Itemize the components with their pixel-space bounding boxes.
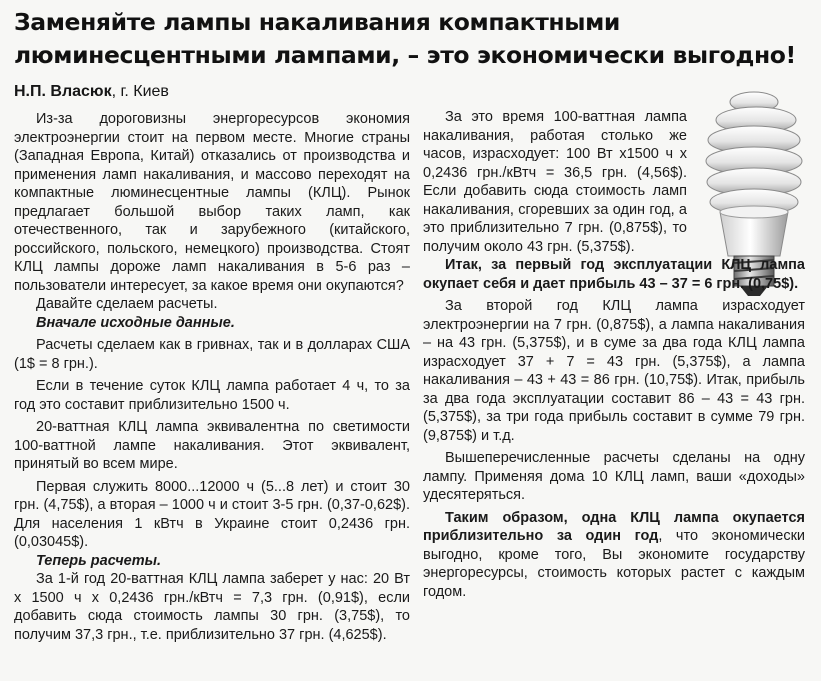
lets-calculate: Давайте сделаем расчеты. [36,296,218,312]
intro-paragraph: Из-за дороговизны энергоресурсов экономия электроэнергии стоит на первом месте. Многие страны (Западная Европа, Китай) отказались от производства и применения ламп накаливания, и массово переходят на компактные люминесцентные лампы (КЛЦ). Рынок предлагает большой выбор таких ламп, как отечественного, так и зарубежного (китайского, российского, польского, немецкого) производства. Стоят КЛЦ лампы дороже ламп накаливания в 5-6 раз – пользователи интересует, за какое время они окупаются? [14,111,410,294]
subheading-calculations: Теперь расчеты. [36,552,162,569]
ten-lamps-paragraph: Вышеперечисленные расчеты сделаны на одну лампу. Применяя дома 10 КЛЦ ламп, ваши «доходы» удесятеряться. [423,450,805,503]
author-name: Н.П. Власюк [14,83,112,100]
byline [14,82,169,102]
second-year-paragraph: За второй год КЛЦ лампа израсходует электроэнергии на 7 грн. (0,875$), а лампа накаливания – на 43 грн. (5,375$), и в суме за два года КЛЦ лампа израсходует 37 + 7 = 43 грн. (5,375$), а лампа накаливания – 43 + 43 = 86 грн. (10,75$). Итак, прибыль за два года эксплуатации составит 86 – 43 = 43 грн. (5,375$), за три года прибыль составит в сумме 79 грн. (9,875$) и т.д. [423,298,805,444]
conclusion-paragraph [423,509,805,602]
title-line-2: люминесцентными лампами, – это экономически выгодно! [14,41,796,69]
conclusion-bold: Таким образом, одна КЛЦ лампа окупается приблизительно за один год [423,509,805,544]
usage-paragraph: Если в течение суток КЛЦ лампа работает 4 ч, то за год это составит приблизительно 1500 ч. [14,378,410,413]
title-line-1: Заменяйте лампы накаливания компактными [14,8,620,36]
equivalence-paragraph: 20-ваттная КЛЦ лампа эквивалентна по светимости 100-ваттной лампе накаливания. Этот эквивалент, принятый во всем мире. [14,419,410,472]
conclusion-rest: , что экономически выгодно, кроме того, Вы экономите государству энергоресурсы, стоимость которых растет с каждым годом. [423,528,806,600]
first-year-paragraph: За 1-й год 20-ваттная КЛЦ лампа заберет у нас: 20 Вт х 1500 ч х 0,2436 грн./кВтч = 7,3 грн. (0,91$), если добавить сюда стоимость лампы 30 грн. (3,75$), то получим 37,3 грн., т.е. приблизительно 37 грн. (4,625$). [14,571,410,643]
subheading-initial-data: Вначале исходные данные. [36,314,235,331]
currency-paragraph: Расчеты сделаем как в гривнах, так и в долларах США (1$ = 8 грн.). [14,337,410,372]
incandescent-paragraph: За это время 100-ваттная лампа накаливания, работая столько же часов, израсходует: 100 Вт х1500 ч х 0,2436 грн./кВтч = 36,5 грн. (4,56$). Если добавить сюда стоимость ламп накаливания, сгоревших за один год, а это приблизительно 7 грн. (0,875$), то получим около 43 грн. (5,375$). [423,109,687,255]
author-city: , г. Киев [111,83,169,100]
article-title [14,6,814,72]
right-column [423,108,805,601]
left-column [14,110,410,644]
lifetime-paragraph: Первая служить 8000...12000 ч (5...8 лет) и стоит 30 грн. (4,75$), а вторая – 1000 ч и стоит 3-5 грн. (0,37-0,62$). Для населения 1 кВтч в Украине стоит 0,2436 грн. (0,03045$). [14,478,410,550]
first-year-result: Итак, за первый год эксплуатации КЛЦ лампа окупает себя и дает прибыль 43 – 37 = 6 грн. (0,75$). [423,257,805,292]
